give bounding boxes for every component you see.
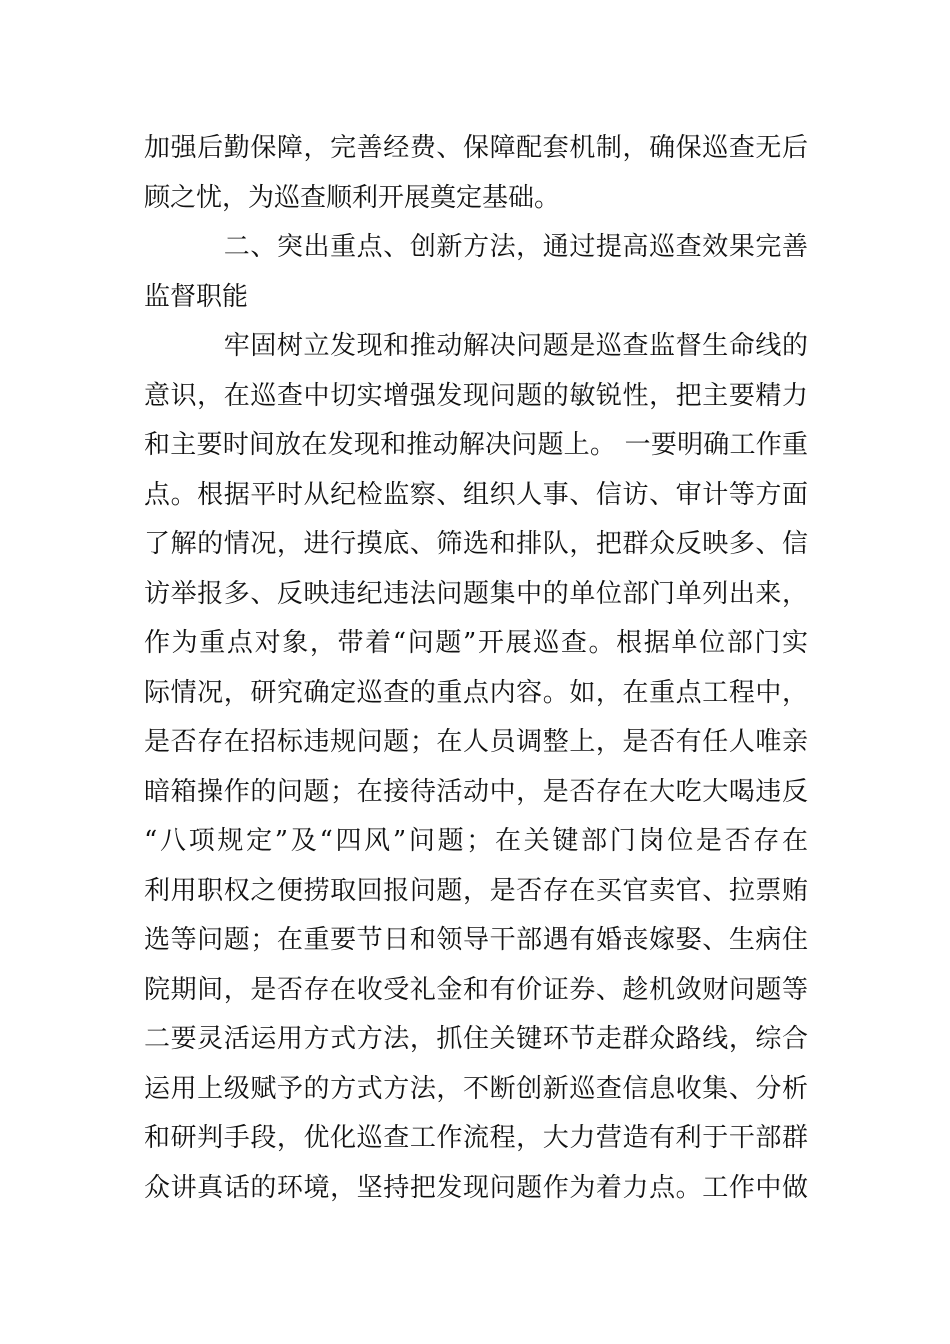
- text-line: 众讲真话的环境，坚持把发现问题作为着力点。工作中做: [144, 1172, 808, 1203]
- text-line: 利用职权之便捞取回报问题，是否存在买官卖官、拉票贿: [144, 875, 808, 906]
- section-heading-line: 二、突出重点、创新方法，通过提高巡查效果完善: [144, 232, 808, 262]
- section-heading-line: 监督职能: [144, 281, 249, 312]
- text-line: 运用上级赋予的方式方法，不断创新巡查信息收集、分析: [144, 1073, 808, 1104]
- body-text: [144, 124, 808, 1213]
- text-line: 加强后勤保障，完善经费、保障配套机制，确保巡查无后: [144, 133, 808, 163]
- text-line: 际情况，研究确定巡查的重点内容。如，在重点工程中，: [144, 677, 808, 708]
- text-line: 作为重点对象，带着“问题”开展巡查。根据单位部门实: [144, 628, 808, 658]
- text-line: “八项规定”及“四风”问题；在关键部门岗位是否存在: [144, 826, 808, 856]
- text-line: 暗箱操作的问题；在接待活动中，是否存在大吃大喝违反: [144, 776, 808, 807]
- text-line: 意识，在巡查中切实增强发现问题的敏锐性，把主要精力: [144, 380, 808, 411]
- text-line: 是否存在招标违规问题；在人员调整上，是否有任人唯亲: [144, 727, 808, 757]
- text-line: 二要灵活运用方式方法，抓住关键环节走群众路线，综合: [144, 1024, 808, 1054]
- text-line: 和主要时间放在发现和推动解决问题上。 一要明确工作重: [144, 430, 808, 460]
- text-line: 点。根据平时从纪检监察、组织人事、信访、审计等方面: [144, 479, 808, 510]
- text-line: 顾之忧，为巡查顺利开展奠定基础。: [144, 182, 561, 213]
- text-line: 院期间，是否存在收受礼金和有价证券、趁机敛财问题等: [144, 974, 808, 1005]
- text-line: 牢固树立发现和推动解决问题是巡查监督生命线的: [144, 331, 808, 361]
- text-line: 了解的情况，进行摸底、筛选和排队，把群众反映多、信: [144, 529, 808, 559]
- text-line: 访举报多、反映违纪违法问题集中的单位部门单列出来，: [144, 578, 808, 609]
- text-line: 选等问题；在重要节日和领导干部遇有婚丧嫁娶、生病住: [144, 925, 808, 955]
- text-line: 和研判手段，优化巡查工作流程，大力营造有利于干部群: [144, 1123, 808, 1153]
